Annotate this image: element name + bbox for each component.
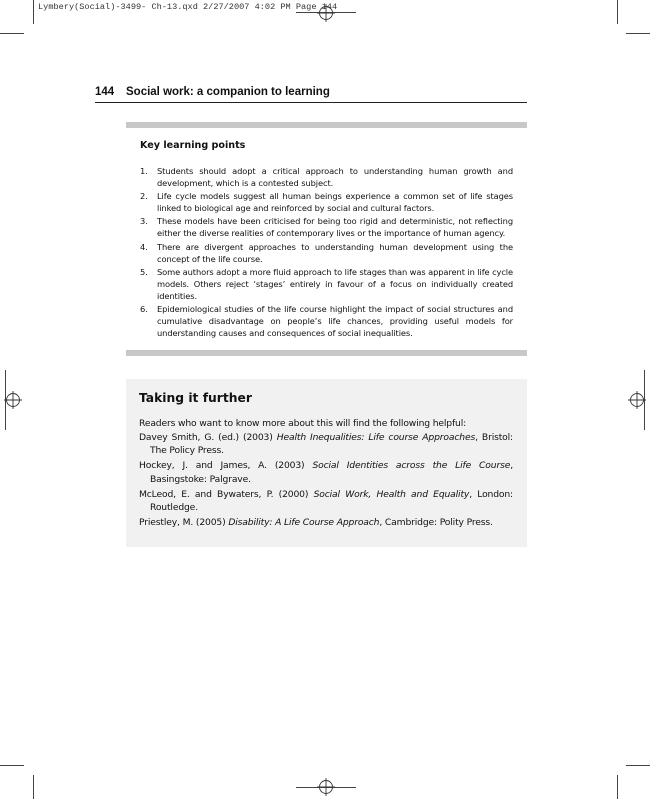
- crop-mark: [617, 775, 618, 799]
- learning-point-text: Epidemiological studies of the life course highlight the impact of social structures and cumulative disadvantage on people’s life chances, providing useful models for understanding causes and consequences of social inequalities.: [157, 304, 513, 339]
- reference-author-year: Hockey, J. and James, A. (2003): [139, 460, 313, 471]
- registration-mark-icon: [317, 778, 335, 796]
- reference-title: Social Work, Health and Equality: [313, 488, 470, 500]
- registration-mark-icon: [317, 4, 335, 22]
- further-reading-intro: Readers who want to know more about this will find the following helpful:: [139, 418, 467, 429]
- learning-point-number: 2.: [140, 191, 148, 202]
- learning-point-item: [140, 190, 513, 214]
- reference-publisher: , Basingstoke: Palgrave.: [150, 460, 513, 485]
- key-learning-points-list: [140, 165, 513, 339]
- print-slug: Lymbery(Social)-3499- Ch-13.qxd 2/27/2007 4:02 PM Page 144: [38, 2, 338, 12]
- reference-author-year: Priestley, M. (2005): [139, 517, 229, 528]
- reference-list: [139, 431, 513, 530]
- crop-mark: [617, 0, 618, 24]
- reference-author-year: McLeod, E. and Bywaters, P. (2000): [139, 488, 314, 500]
- learning-point-item: [140, 215, 513, 239]
- reference-publisher: , Cambridge: Polity Press.: [379, 517, 493, 528]
- learning-point-text: Life cycle models suggest all human beings experience a common set of life stages linked to biological age and reinforced by social and cultural factors.: [157, 191, 513, 214]
- reference-title: Disability: A Life Course Approach: [228, 517, 380, 528]
- reference-publisher: , Bristol: The Policy Press.: [150, 431, 514, 456]
- taking-it-further-box: [126, 379, 527, 547]
- registration-mark-icon: [4, 391, 22, 409]
- crop-mark: [33, 0, 34, 24]
- learning-point-number: 6.: [140, 304, 148, 315]
- reference-title: Health Inequalities: Life course Approaches: [276, 431, 476, 443]
- reference-entry: [139, 516, 513, 530]
- learning-point-number: 1.: [140, 166, 148, 176]
- learning-point-text: These models have been criticised for being too rigid and deterministic, not reflecting either the diverse realities of contemporary lives or the importance of human agency.: [157, 216, 513, 239]
- box-rule-bottom: [126, 350, 527, 356]
- learning-point-text: There are divergent approaches to understanding human development using the concept of the life course.: [157, 241, 513, 264]
- key-learning-points-box: [140, 140, 513, 340]
- registration-mark-icon: [628, 391, 646, 409]
- learning-point-item: [140, 303, 513, 339]
- reference-author-year: Davey Smith, G. (ed.) (2003): [139, 431, 277, 443]
- reference-entry: [139, 459, 513, 486]
- reference-entry: [139, 431, 513, 458]
- reference-title: Social Identities across the Life Course: [312, 460, 511, 471]
- learning-point-item: [140, 165, 513, 189]
- key-learning-points-title: Key learning points: [140, 140, 246, 151]
- reference-entry: [139, 488, 513, 515]
- header-rule: [95, 102, 527, 103]
- box-rule-top: [126, 122, 527, 128]
- page-number: 144: [95, 86, 115, 98]
- reference-publisher: , London: Routledge.: [150, 488, 513, 513]
- learning-point-number: 5.: [140, 266, 148, 277]
- book-title: Social work: a companion to learning: [126, 86, 330, 98]
- crop-mark: [33, 775, 34, 799]
- crop-mark: [626, 33, 650, 34]
- crop-mark: [626, 765, 650, 766]
- learning-point-item: [140, 241, 513, 265]
- running-head: [95, 86, 527, 98]
- learning-point-text: Some authors adopt a more fluid approach to life stages than was apparent in life cycle models. Others reject ‘stages’ entirely in favour of a focus on individually created identities.: [157, 266, 514, 301]
- learning-point-item: [140, 266, 513, 302]
- crop-mark: [0, 765, 24, 766]
- learning-point-number: 3.: [140, 216, 148, 227]
- learning-point-number: 4.: [140, 241, 148, 252]
- learning-point-text: Students should adopt a critical approach to understanding human growth and development, which is a contested subject.: [157, 166, 513, 189]
- crop-mark: [0, 33, 24, 34]
- taking-it-further-title: Taking it further: [139, 391, 252, 405]
